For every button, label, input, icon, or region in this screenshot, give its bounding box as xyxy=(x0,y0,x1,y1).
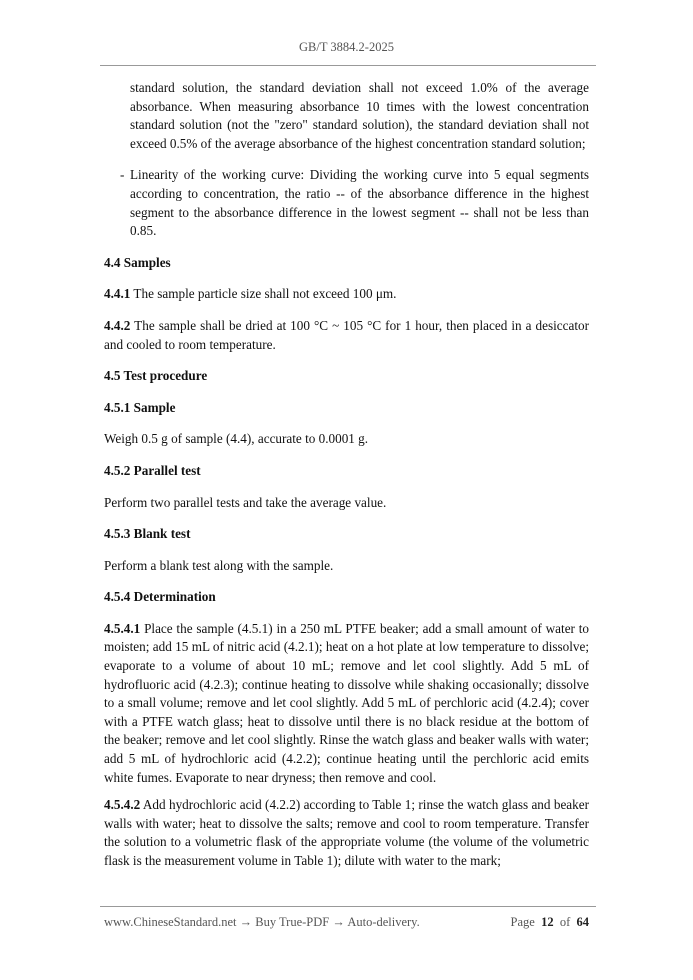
heading-4-5-4-text: 4.5.4 Determination xyxy=(104,589,216,605)
heading-4-5-1-text: 4.5.1 Sample xyxy=(104,399,176,415)
clause-4-5-4-2-number: 4.5.4.2 xyxy=(104,797,141,813)
arrow-right-icon: → xyxy=(329,915,348,929)
total-pages: 64 xyxy=(576,915,589,929)
heading-4-5-2-text: 4.5.2 Parallel test xyxy=(104,462,201,478)
clause-4-4-2-text: The sample shall be dried at 100 °C ~ 105 °C for 1 hour, then placed in a desiccator and cooled to room temperature. xyxy=(104,317,589,352)
page-content xyxy=(104,79,589,871)
paragraph-continuation: standard solution, the standard deviation shall not exceed 1.0% of the average absorbance. When measuring absorbance 10 times with the lowest concentration standard solution (not the "zero" standard solution), the standard deviation shall not exceed 0.5% of the average absorbance of the highest concentration standard solution; xyxy=(130,80,589,151)
heading-4-5-3 xyxy=(104,525,589,544)
heading-4-5-3-text: 4.5.3 Blank test xyxy=(104,526,191,542)
bullet-linearity-text: Linearity of the working curve: Dividing the working curve into 5 equal segments according to concentration, the ratio -- of the absorbance difference in the highest segment to the absorbance difference in the lowest segment -- shall not be less than 0.85. xyxy=(130,167,589,239)
heading-4-5-4 xyxy=(104,588,589,607)
heading-4-5 xyxy=(104,367,589,386)
heading-4-4 xyxy=(104,254,589,273)
clause-4-5-4-2-text: Add hydrochloric acid (4.2.2) according to Table 1; rinse the watch glass and beaker walls with water; heat to dissolve the salts; remove and cool to room temperature. Transfer the solution to a volumetric flask of the appropriate volume (the volume of the volumetric flask is the measurement volume in Table 1); dilute with water to the mark; xyxy=(104,797,589,868)
clause-4-4-2-number: 4.4.2 xyxy=(104,317,131,333)
heading-4-5-text: 4.5 Test procedure xyxy=(104,368,208,384)
page-header: GB/T 3884.2-2025 xyxy=(299,40,394,54)
clause-4-4-1-number: 4.4.1 xyxy=(104,286,131,302)
clause-4-5-4-1-text: Place the sample (4.5.1) in a 250 mL PTFE beaker; add a small amount of water to moisten; add 15 mL of nitric acid (4.2.1); heat on a hot plate at low temperature to dissolve; evaporate to a volume of about 10 mL; remove and let cool slightly. Add 5 mL of hydrofluoric acid (4.2.3); continue heating to dissolve while shaking occasionally; dissolve to a small volume; remove and let cool slightly. Add 5 mL of perchloric acid (4.2.4); cover with a PTFE watch glass; heat to dissolve until there is no black residue at the bottom of the beaker; remove and let cool slightly. Rinse the watch glass and beaker walls with water; add 5 mL of hydrochloric acid (4.2.2); continue heating until the perchloric acid emits white fumes. Evaporate to near dryness; then remove and cool. xyxy=(104,620,589,785)
clause-4-5-2-text: Perform two parallel tests and take the average value. xyxy=(104,494,387,510)
clause-4-4-1 xyxy=(104,285,589,304)
header-divider xyxy=(100,65,596,66)
clause-4-4-2 xyxy=(104,317,589,354)
arrow-right-icon: → xyxy=(236,915,256,929)
clause-4-5-4-1-number: 4.5.4.1 xyxy=(104,620,141,636)
page-counter xyxy=(511,915,589,930)
page-number: 12 xyxy=(541,915,554,929)
clause-4-5-4-2 xyxy=(104,796,589,870)
bullet-dash: - xyxy=(120,167,125,183)
heading-4-5-1 xyxy=(104,399,589,418)
clause-4-5-1-text: Weigh 0.5 g of sample (4.4), accurate to 0.0001 g. xyxy=(104,431,369,447)
bullet-linearity xyxy=(104,166,589,240)
clause-4-5-3-text: Perform a blank test along with the sample. xyxy=(104,557,334,573)
clause-4-4-1-text: The sample particle size shall not exceed 100 μm. xyxy=(130,286,397,302)
footer-promo xyxy=(104,915,420,930)
heading-4-5-2 xyxy=(104,462,589,481)
delivery-text: Auto-delivery. xyxy=(347,915,420,929)
of-label: of xyxy=(559,915,571,929)
clause-4-5-4-1 xyxy=(104,620,589,787)
heading-4-4-text: 4.4 Samples xyxy=(104,254,171,270)
page-label: Page xyxy=(510,915,535,929)
buy-pdf-link[interactable]: Buy True-PDF xyxy=(255,915,330,929)
site-link[interactable]: www.ChineseStandard.net xyxy=(104,915,237,929)
footer-divider xyxy=(100,906,596,907)
